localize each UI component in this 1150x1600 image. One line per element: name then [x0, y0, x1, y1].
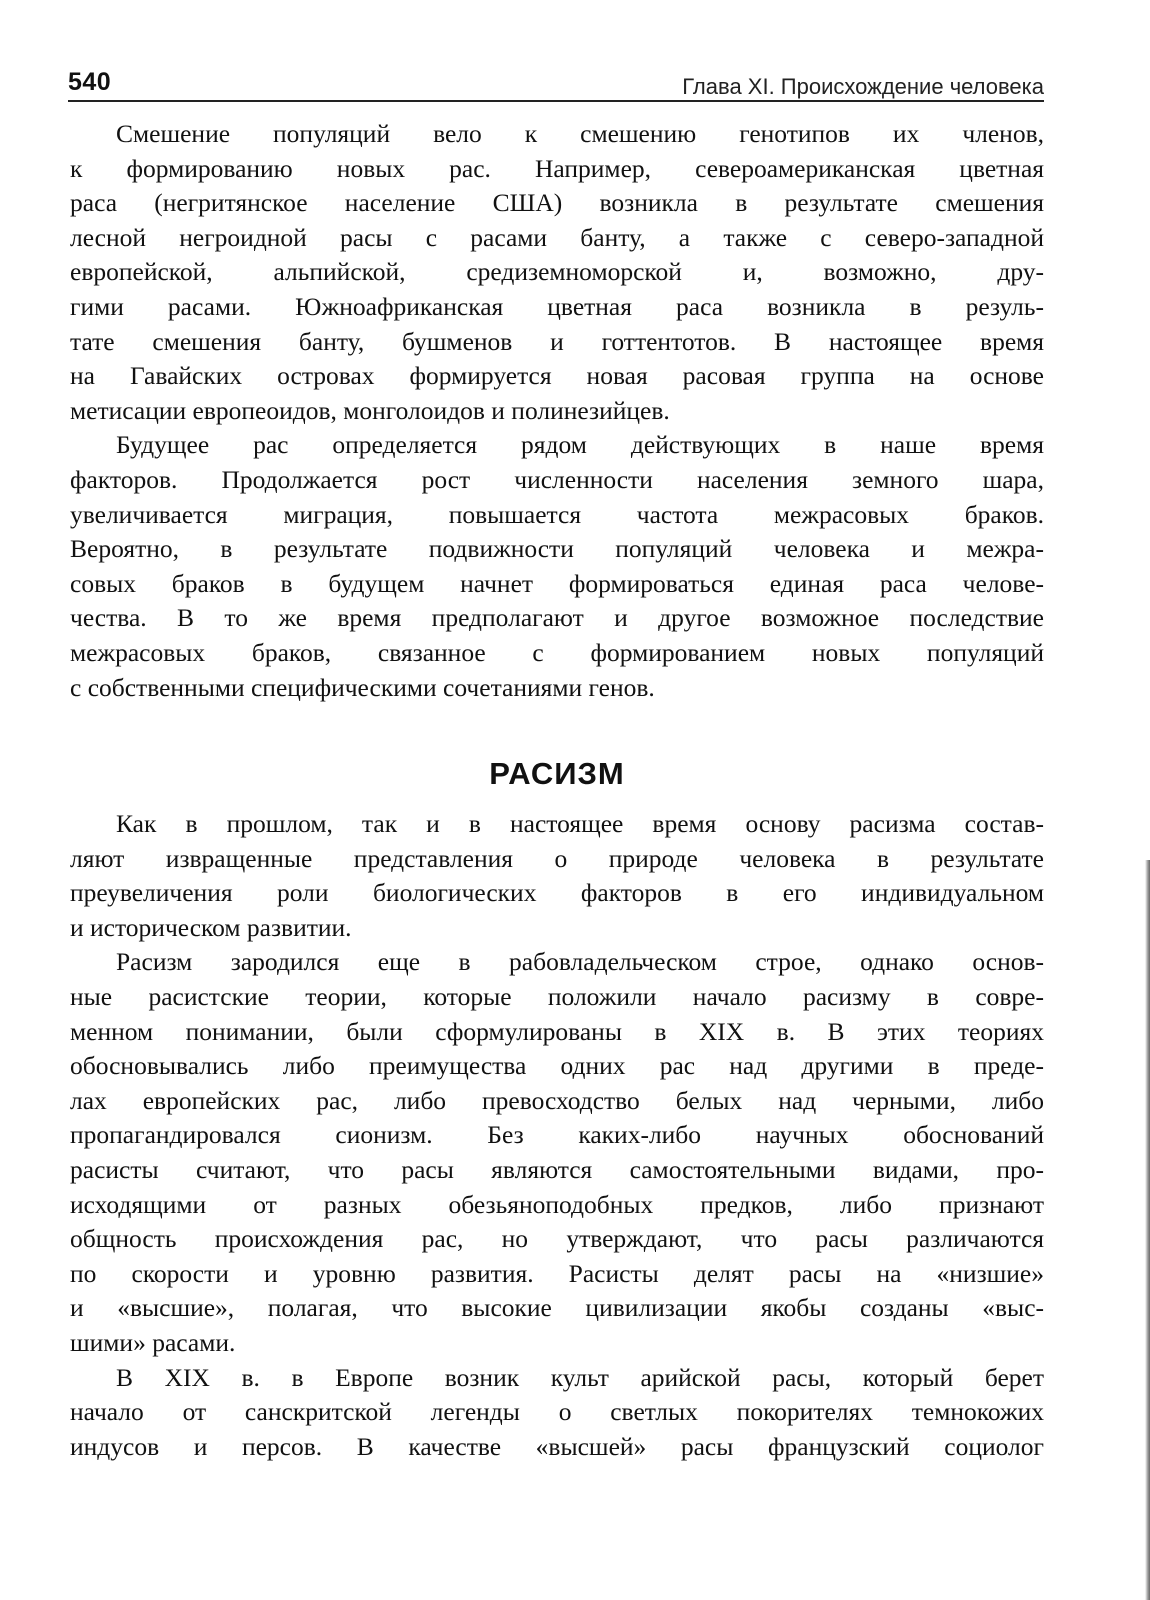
paragraph-aryan-cult	[70, 1361, 1044, 1465]
text-line: общность происхождения рас, но утверждают, что расы различаются	[70, 1224, 1044, 1254]
text-line: по скорости и уровню развития. Расисты делят расы на «низшие»	[70, 1258, 1044, 1288]
text-line: менном понимании, были сформулированы в XIX в. В этих теориях	[70, 1016, 1044, 1046]
text-line: раса (негритянское население США) возникла в результате смешения	[70, 188, 1044, 218]
text-line: Смешение популяций вело к смешению генотипов их членов,	[116, 119, 1044, 148]
text-line: начало от санскритской легенды о светлых покорителях темнокожих	[70, 1397, 1044, 1427]
scan-shadow-edge	[1145, 860, 1150, 1600]
text-line: преувеличения роли биологических факторов в его индивидуальном	[70, 878, 1044, 908]
text-line: и «высшие», полагая, что высокие цивилизации якобы созданы «выс-	[70, 1293, 1044, 1323]
text-line: шими» расами.	[70, 1328, 236, 1357]
text-line: с собственными специфическими сочетаниями генов.	[70, 672, 655, 702]
section-spacer	[70, 705, 1044, 749]
text-line: европейской, альпийской, средиземноморской и, возможно, дру-	[70, 257, 1044, 287]
text-line: тате смешения банту, бушменов и готтентотов. В настоящее время	[70, 326, 1044, 356]
text-line: увеличивается миграция, повышается частота межрасовых браков.	[70, 499, 1044, 529]
text-line: к формированию новых рас. Например, североамериканская цветная	[70, 153, 1044, 183]
section-heading: РАСИЗМ	[489, 756, 625, 792]
text-line: на Гавайских островах формируется новая расовая группа на основе	[70, 361, 1044, 391]
paragraph-racism-origins	[70, 945, 1044, 1360]
text-line: лах европейских рас, либо превосходство белых над черными, либо	[70, 1085, 1044, 1115]
page-number: 540	[68, 68, 112, 96]
text-line: обосновывались либо преимущества одних рас над другими в преде-	[70, 1051, 1044, 1081]
text-line: пропагандировался сионизм. Без каких-либо научных обоснований	[70, 1120, 1044, 1150]
text-line: метисации европеоидов, монголоидов и полинезийцев.	[70, 395, 670, 425]
text-line: расисты считают, что расы являются самостоятельными видами, про-	[70, 1155, 1044, 1185]
text-line: совых браков в будущем начнет формироваться единая раса челове-	[70, 568, 1044, 598]
text-line: Будущее рас определяется рядом действующих в наше время	[116, 430, 1044, 460]
text-line: лесной негроидной расы с расами банту, а также с северо-западной	[70, 222, 1044, 252]
section-spacer	[70, 799, 1044, 807]
text-line: гими расами. Южноафриканская цветная раса возникла в резуль-	[70, 291, 1044, 321]
text-line: В XIX в. в Европе возник культ арийской расы, который берет	[116, 1362, 1044, 1392]
text-line: факторов. Продолжается рост численности населения земного шара,	[70, 464, 1044, 494]
text-line: ляют извращенные представления о природе человека в результате	[70, 843, 1044, 873]
text-line: межрасовых браков, связанное с формированием новых популяций	[70, 637, 1044, 667]
text-line: исходящими от разных обезьяноподобных предков, либо признают	[70, 1189, 1044, 1219]
text-line: индусов и персов. В качестве «высшей» расы французский социолог	[70, 1431, 1044, 1461]
paragraph-future-of-races	[70, 428, 1044, 705]
body-text	[70, 117, 1044, 1464]
text-line: Расизм зародился еще в рабовладельческом строе, однако основ-	[116, 947, 1044, 977]
chapter-title: Глава XI. Происхождение человека	[682, 74, 1044, 99]
running-header	[68, 66, 1044, 102]
text-line: Вероятно, в результате подвижности популяций человека и межра-	[70, 534, 1044, 564]
text-line: ные расистские теории, которые положили начало расизму в совре-	[70, 982, 1044, 1012]
paragraph-racism-basis	[70, 807, 1044, 945]
paragraph-race-mixing	[70, 117, 1044, 428]
text-line: чества. В то же время предполагают и другое возможное последствие	[70, 603, 1044, 633]
text-line: и историческом развитии.	[70, 912, 352, 942]
text-line: Как в прошлом, так и в настоящее время основу расизма состав-	[116, 809, 1044, 839]
